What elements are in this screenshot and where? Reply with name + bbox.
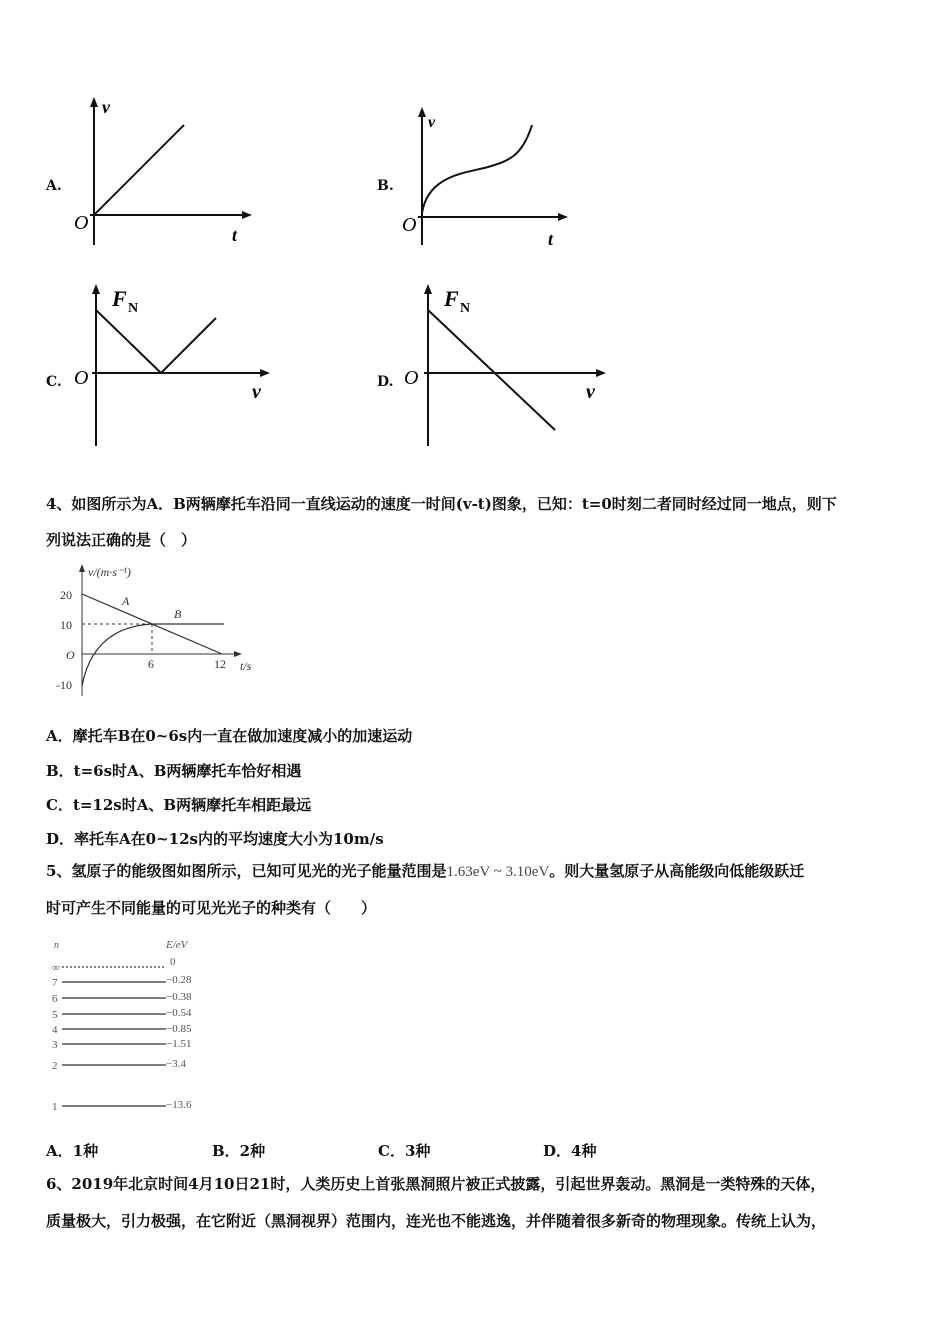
graph-b bbox=[396, 95, 596, 255]
option-b-label: B. bbox=[377, 178, 394, 194]
q6-text-line2: 质量极大，引力极强，在它附近（黑洞视界）范围内，连光也不能逃逸，并伴随着很多新奇的物理现象。传统上认为， bbox=[46, 1212, 827, 1230]
q5-n-7: 7 bbox=[52, 977, 58, 989]
q5-e-4: −0.85 bbox=[166, 1023, 192, 1035]
graph-b-curve bbox=[422, 125, 532, 213]
q5-e-header: E/eV bbox=[166, 939, 188, 951]
q5-text-line1-a: 5、氢原子的能级图如图所示，已知可见光的光子能量范围是 bbox=[46, 862, 447, 880]
q5-e-5: −0.54 bbox=[166, 1007, 192, 1019]
graph-b-yaxis: v bbox=[428, 114, 436, 131]
q4-chart-label-b: B bbox=[174, 607, 182, 621]
q5-text-line1 bbox=[46, 853, 910, 890]
q4-option-c: C．t=12s时A、B两辆摩托车相距最远 bbox=[46, 796, 312, 814]
graph-b-xaxis: t bbox=[548, 229, 554, 249]
graph-c-xaxis: v bbox=[252, 381, 261, 403]
q4-chart-ytick-neg10: -10 bbox=[56, 678, 72, 692]
graph-a-xaxis: t bbox=[232, 225, 238, 245]
q4-chart-ytick-10: 10 bbox=[60, 618, 72, 632]
graph-c-origin: O bbox=[74, 367, 89, 389]
q5-n-header: n bbox=[54, 940, 59, 951]
q5-e-7: −0.28 bbox=[166, 974, 192, 986]
q5-option-a: A．1种 bbox=[46, 1142, 99, 1160]
graph-d bbox=[398, 280, 628, 450]
q5-e-inf: 0 bbox=[170, 956, 176, 968]
q6-text-line1: 6、2019年北京时间4月10日21时，人类历史上首张黑洞照片被正式披露，引起世界轰动。黑洞是一类特殊的天体， bbox=[46, 1175, 826, 1193]
graph-c-yaxis: F bbox=[112, 286, 127, 311]
graph-c bbox=[66, 280, 286, 450]
graph-d-line bbox=[428, 310, 555, 430]
q4-option-b: B．t=6s时A、B两辆摩托车恰好相遇 bbox=[46, 762, 302, 780]
q4-chart-xtick-12: 12 bbox=[214, 657, 226, 671]
q5-energy-range: 1.63eV ~ 3.10eV bbox=[446, 864, 550, 880]
q5-n-4: 4 bbox=[52, 1024, 58, 1036]
graph-b-origin: O bbox=[402, 214, 417, 236]
option-d-label: D. bbox=[377, 374, 394, 390]
graph-d-xaxis: v bbox=[586, 381, 595, 403]
graph-c-ysub: N bbox=[128, 301, 139, 316]
q4-option-d: D．率托车A在0~12s内的平均速度大小为10m/s bbox=[46, 830, 384, 848]
q4-chart-origin: O bbox=[66, 648, 75, 662]
q5-e-1: −13.6 bbox=[166, 1099, 192, 1111]
graph-a-line bbox=[94, 125, 184, 215]
q5-text-line1-b: 。则大量氢原子从高能级向低能级跃迁 bbox=[549, 862, 805, 880]
q5-e-2: −3.4 bbox=[166, 1058, 186, 1070]
graph-d-origin: O bbox=[404, 367, 419, 389]
q4-text-line2: 列说法正确的是（ ） bbox=[46, 531, 197, 549]
q4-chart-ytick-20: 20 bbox=[60, 588, 72, 602]
q4-text-line1: 4、如图所示为A．B两辆摩托车沿同一直线运动的速度一时间(v-t)图象，已知：t=0时刻二者同时经过同一地点，则下 bbox=[46, 495, 837, 513]
q5-e-3: −1.51 bbox=[166, 1038, 192, 1050]
q4-line-b-curve bbox=[82, 624, 152, 686]
graph-a bbox=[66, 95, 266, 255]
graph-d-yaxis: F bbox=[444, 286, 459, 311]
graph-a-origin: O bbox=[74, 212, 89, 234]
q5-n-6: 6 bbox=[52, 993, 58, 1005]
q5-n-1: 1 bbox=[52, 1101, 58, 1113]
q4-vt-chart bbox=[56, 560, 276, 700]
q5-n-3: 3 bbox=[52, 1039, 58, 1051]
option-c-label: C. bbox=[46, 374, 62, 390]
graph-a-yaxis: v bbox=[102, 97, 110, 117]
q5-n-5: 5 bbox=[52, 1009, 58, 1021]
q5-n-2: 2 bbox=[52, 1060, 58, 1072]
q5-energy-level-diagram bbox=[46, 930, 226, 1120]
q5-option-d: D．4种 bbox=[543, 1142, 597, 1160]
graph-d-ysub: N bbox=[460, 301, 471, 316]
q5-option-b: B．2种 bbox=[212, 1142, 266, 1160]
q4-chart-xtick-6: 6 bbox=[148, 657, 154, 671]
q4-chart-ylabel: v/(m·s⁻¹) bbox=[88, 565, 131, 579]
q5-option-c: C．3种 bbox=[378, 1142, 431, 1160]
q4-chart-xlabel: t/s bbox=[240, 659, 252, 673]
q4-option-a: A．摩托车B在0~6s内一直在做加速度减小的加速运动 bbox=[46, 727, 413, 745]
q5-e-6: −0.38 bbox=[166, 991, 192, 1003]
q5-n-inf: ∞ bbox=[52, 962, 60, 974]
option-a-label: A. bbox=[46, 178, 62, 194]
graph-c-line bbox=[96, 310, 216, 373]
q4-chart-label-a: A bbox=[122, 594, 130, 608]
q5-text-line2: 时可产生不同能量的可见光光子的种类有（ ） bbox=[46, 899, 377, 917]
